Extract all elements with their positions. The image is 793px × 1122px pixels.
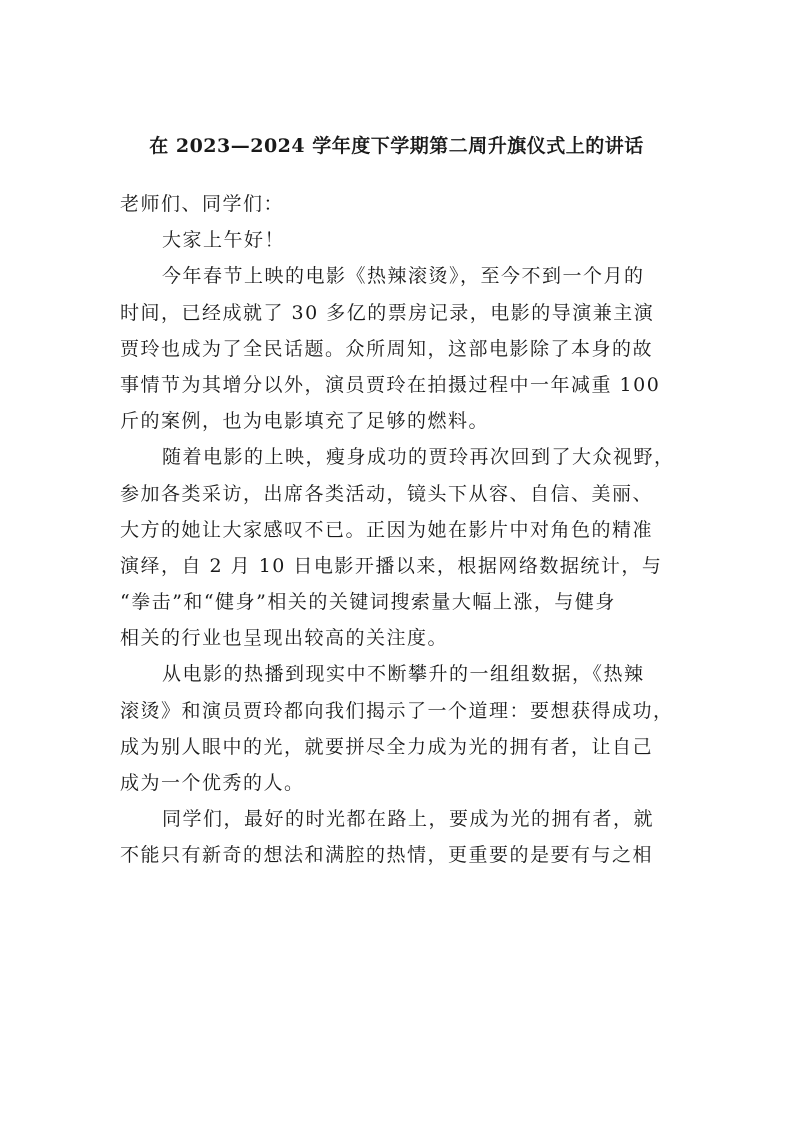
text-line: 斤的案例，也为电影填充了足够的燃料。 xyxy=(120,410,490,433)
text-line: “拳击”和“健身”相关的关键词搜索量大幅上涨，与健身 xyxy=(120,591,616,614)
text-line: 演绎，自 2 月 10 日电影开播以来，根据网络数据统计，与 xyxy=(120,554,663,577)
salutation: 老师们、同学们： xyxy=(120,193,285,215)
text-line: 参加各类采访，出席各类活动，镜头下从容、自信、美丽、 xyxy=(120,482,654,505)
text-line: 成为一个优秀的人。 xyxy=(120,772,305,794)
speech-body xyxy=(120,186,680,874)
page-title: 在 2023—2024 学年度下学期第二周升旗仪式上的讲话 xyxy=(149,135,644,157)
text-line: 滚烫》和演员贾玲都向我们揭示了一个道理：要想获得成功， xyxy=(120,699,674,722)
text-line: 今年春节上映的电影《热辣滚烫》，至今不到一个月的 xyxy=(162,265,645,288)
text-line: 同学们，最好的时光都在路上，要成为光的拥有者，就 xyxy=(162,808,655,831)
text-line: 时间，已经成就了 30 多亿的票房记录，电影的导演兼主演 xyxy=(120,301,655,324)
text-line: 不能只有新奇的想法和满腔的热情，更重要的是要有与之相 xyxy=(120,844,654,867)
text-line: 随着电影的上映，瘦身成功的贾玲再次回到了大众视野， xyxy=(162,446,675,469)
text-line: 贾玲也成为了全民话题。众所周知，这部电影除了本身的故 xyxy=(120,337,654,360)
paragraph-lines xyxy=(120,222,680,873)
text-line: 从电影的热播到现实中不断攀升的一组组数据，《热辣 xyxy=(162,663,645,686)
text-line: 成为别人眼中的光，就要拼尽全力成为光的拥有者，让自己 xyxy=(120,735,654,758)
text-line: 相关的行业也呈现出较高的关注度。 xyxy=(120,627,449,650)
text-line: 大方的她让大家感叹不已。正因为她在影片中对角色的精准 xyxy=(120,518,654,541)
text-line: 大家上午好！ xyxy=(162,229,286,252)
text-line: 事情节为其增分以外，演员贾玲在拍摄过程中一年减重 100 xyxy=(120,373,661,396)
